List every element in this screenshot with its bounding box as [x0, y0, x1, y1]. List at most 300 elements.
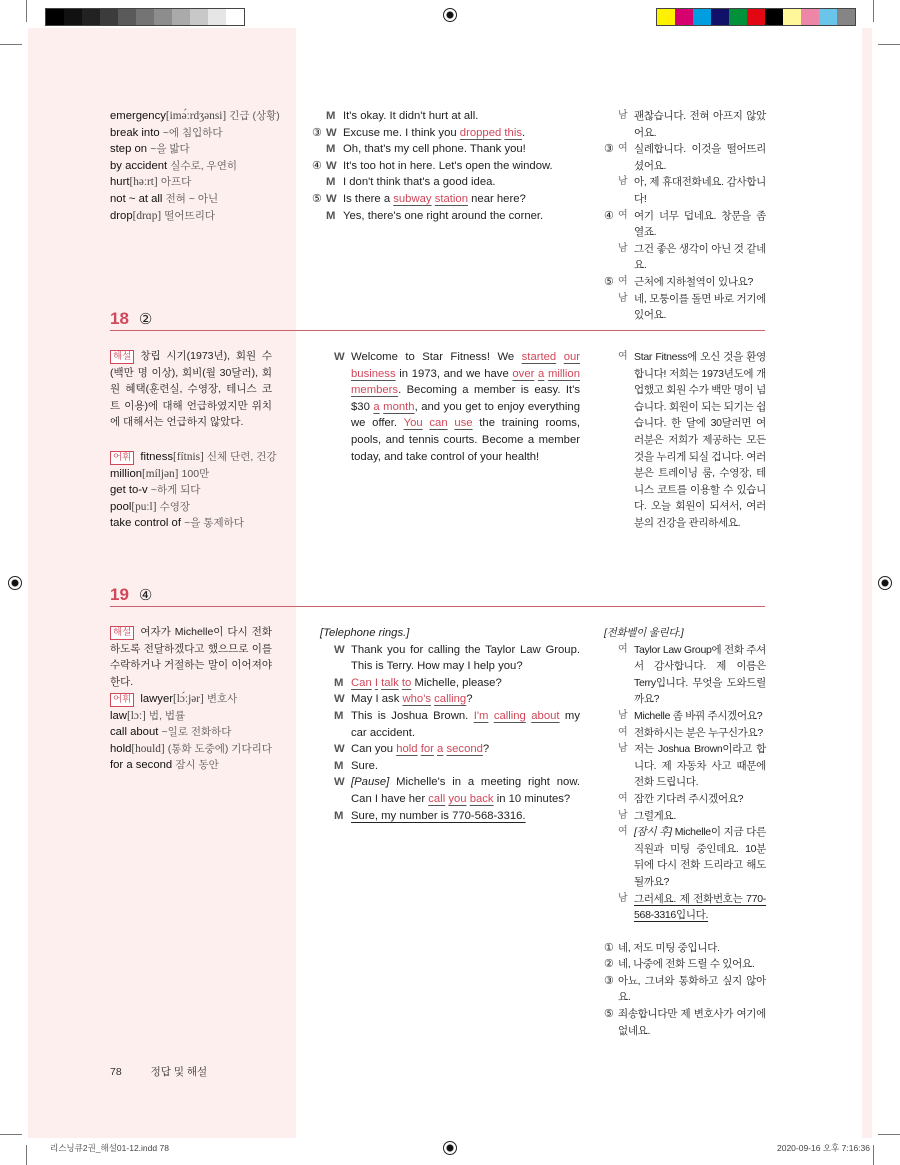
vocab-word: step on — [110, 143, 148, 156]
text-segment: 그럴게요. — [634, 809, 676, 822]
vocab-word: pool — [110, 500, 132, 513]
line-text — [351, 774, 580, 807]
vocab-pronunciation: [hould] — [131, 742, 165, 755]
dialogue-line — [604, 956, 766, 973]
key-phrase: Can — [351, 676, 372, 689]
page-footer — [110, 1064, 207, 1079]
vocab-word: hold — [110, 742, 132, 755]
dialogue-line — [320, 808, 580, 825]
key-phrase: You — [403, 417, 423, 430]
option-number: ⑤ — [312, 192, 322, 205]
speaker-label: 남 — [618, 110, 628, 121]
text-segment: 그러세요. 제 전화번호는 770-568-3316입니다. — [634, 892, 766, 922]
option-number — [320, 808, 334, 825]
text-segment: 아뇨, 그녀와 통화하고 싶지 않아요. — [618, 974, 766, 1004]
text-segment: 근처에 지하철역이 있나요? — [634, 275, 754, 288]
vocab-meaning: 변호사 — [206, 693, 238, 705]
line-text — [351, 642, 580, 675]
speaker-label: 여 — [618, 792, 628, 804]
option-number — [320, 691, 334, 708]
option-number: ① — [604, 941, 614, 954]
speaker-label: M — [326, 176, 336, 189]
vocab-meaning: ~일로 전화하다 — [161, 726, 232, 739]
line-text — [634, 725, 766, 742]
speaker-label: 여 — [618, 209, 628, 221]
speaker-label: 남 — [618, 709, 628, 721]
text-segment — [556, 351, 563, 363]
text-segment: Michelle's in a meeting right now. Can I have her — [351, 776, 580, 805]
option-number — [604, 791, 618, 808]
dialogue-line — [320, 758, 580, 775]
text-segment: in 1973, and we have — [395, 367, 513, 380]
speaker-label: M — [334, 759, 344, 772]
vocab-item — [110, 174, 290, 191]
speaker-label: 남 — [618, 892, 628, 904]
vocab-pronunciation: [lɔː] — [126, 709, 146, 722]
line-text — [634, 824, 766, 890]
vocab-word: break into — [110, 126, 160, 139]
text-segment: Sure, my number is 770-568-3316. — [351, 809, 526, 822]
line-text — [618, 956, 766, 973]
text-segment: my car accident. — [351, 709, 580, 739]
dialogue-line — [312, 141, 580, 158]
script-stage-direction: [Telephone rings.] — [320, 627, 410, 639]
dialogue-line — [604, 274, 766, 291]
key-phrase: over — [512, 367, 535, 380]
translation-lines — [604, 642, 766, 924]
dialogue-line — [604, 141, 766, 174]
vocab-meaning: 100만 — [181, 467, 210, 480]
color-swatch — [208, 9, 226, 25]
speaker-label: M — [334, 676, 344, 689]
vocab-pronunciation: [həːrt] — [129, 176, 158, 189]
dialogue-line — [312, 174, 580, 191]
vocab-item — [110, 708, 290, 725]
question-number: 19 — [110, 585, 129, 604]
key-phrase: who's — [402, 693, 432, 706]
key-phrase: calling — [493, 709, 526, 722]
dialogue-line — [604, 241, 766, 274]
q18-translation — [604, 349, 766, 532]
vocab-item — [110, 208, 290, 225]
vocab-tag: 어휘 — [110, 451, 134, 465]
vocab-tag: 어휘 — [110, 693, 134, 707]
text-segment: Sure. — [351, 759, 379, 772]
q19-header — [110, 585, 765, 607]
dialogue-line — [312, 108, 580, 125]
answer-mark: ④ — [138, 587, 153, 604]
key-phrase: talk — [381, 676, 399, 689]
line-text — [343, 125, 580, 142]
dialogue-line — [312, 125, 580, 142]
text-segment: Oh, that's my cell phone. Thank you! — [343, 143, 526, 156]
text-segment: Excuse me. I think you — [343, 126, 460, 139]
crop-mark — [878, 1134, 900, 1135]
crop-mark — [873, 0, 874, 22]
text-segment: I don't think that's a good idea. — [343, 176, 496, 189]
line-text — [634, 642, 766, 708]
option-number: ④ — [312, 159, 322, 172]
dialogue-line — [320, 691, 580, 708]
vocab-item — [110, 741, 290, 758]
vocab-pronunciation: [drɑp] — [132, 209, 162, 222]
speaker-label: 여 — [618, 143, 628, 155]
speaker-label: 남 — [618, 176, 628, 188]
line-text — [634, 349, 766, 532]
key-phrase: use — [454, 417, 473, 430]
crop-mark — [0, 1134, 22, 1135]
vocab-word: drop — [110, 209, 133, 222]
key-phrase: back — [469, 792, 494, 805]
line-text — [351, 691, 580, 708]
color-swatch — [693, 9, 711, 25]
color-swatch — [837, 9, 855, 25]
dialogue-line — [604, 808, 766, 825]
color-swatch — [118, 9, 136, 25]
q17-translation — [604, 108, 766, 324]
dialogue-line — [604, 1006, 766, 1039]
text-segment: [잠시 후] — [634, 826, 672, 839]
option-number: ③ — [312, 126, 322, 139]
color-swatch — [46, 9, 64, 25]
key-phrase: this — [504, 126, 522, 139]
speaker-label: 여 — [618, 351, 628, 362]
vocab-meaning: 신체 단련, 건강 — [206, 451, 277, 463]
speaker-label: 남 — [618, 743, 628, 755]
vocab-pronunciation: [fítnis] — [173, 451, 204, 463]
line-text — [618, 940, 766, 957]
slug-filename: 리스닝큐2권_해설01-12.indd 78 — [50, 1143, 169, 1153]
option-number — [312, 174, 326, 191]
text-segment: Is there a — [343, 192, 394, 205]
line-text — [351, 708, 580, 741]
vocab-word: take control of — [110, 517, 181, 530]
text-segment: 전화하시는 분은 누구신가요? — [634, 726, 763, 739]
q17-vocab-list — [110, 108, 290, 224]
q18-header — [110, 309, 765, 331]
option-number — [604, 241, 618, 274]
color-swatch — [783, 9, 801, 25]
vocab-meaning: 법, 법률 — [148, 709, 186, 722]
vocab-meaning: 수영장 — [159, 500, 191, 513]
text-segment: . Becoming a member is easy. It's $30 — [351, 384, 580, 413]
option-number: ③ — [604, 143, 614, 156]
vocab-item — [110, 449, 290, 466]
vocab-meaning: 긴급 (상황) — [229, 110, 280, 122]
color-swatch — [82, 9, 100, 25]
speaker-label: M — [326, 143, 336, 156]
option-number — [604, 741, 618, 791]
speaker-label: W — [334, 743, 345, 756]
text-segment: near here? — [468, 192, 526, 205]
color-swatch — [64, 9, 82, 25]
dialogue-line — [604, 973, 766, 1006]
vocab-item — [110, 466, 290, 483]
color-swatch — [154, 9, 172, 25]
line-text — [343, 158, 580, 175]
dialogue-line — [604, 708, 766, 725]
key-phrase: for — [420, 743, 434, 756]
key-phrase: call — [428, 792, 446, 805]
line-text — [351, 808, 580, 825]
text-segment: It's too hot in here. Let's open the window. — [343, 159, 553, 172]
option-number — [604, 725, 618, 742]
option-number — [604, 349, 618, 532]
dialogue-line — [604, 108, 766, 141]
vocab-item — [110, 158, 290, 175]
key-phrase: can — [429, 417, 448, 430]
vocab-word: get to-v — [110, 484, 148, 497]
dialogue-line — [604, 791, 766, 808]
vocab-word: million — [110, 467, 143, 480]
text-segment: in 10 minutes? — [493, 792, 571, 805]
dialogue-line — [312, 158, 580, 175]
option-number — [320, 349, 334, 465]
option-number — [320, 675, 334, 692]
vocab-item — [110, 691, 290, 708]
option-number — [604, 891, 618, 924]
line-text — [351, 758, 580, 775]
line-text — [634, 708, 766, 725]
line-text — [343, 108, 580, 125]
color-swatch — [765, 9, 783, 25]
speaker-label: M — [326, 110, 336, 122]
key-phrase: a — [437, 743, 444, 756]
vocab-meaning: 실수로, 우연히 — [170, 159, 237, 172]
vocab-pronunciation: [míljən] — [142, 467, 179, 480]
text-segment: 네, 저도 미팅 중입니다. — [618, 941, 720, 954]
text-segment: 그건 좋은 생각이 아닌 것 같네요. — [634, 242, 766, 272]
text-segment: Michelle, please? — [411, 676, 502, 689]
vocab-word: hurt — [110, 176, 130, 189]
dialogue-line — [320, 741, 580, 758]
speaker-label: W — [334, 643, 345, 656]
option-number — [604, 808, 618, 825]
option-number: ⑤ — [604, 275, 614, 288]
vocab-pronunciation: [imə́ːrdʒənsi] — [165, 110, 227, 122]
registration-mark-icon — [443, 1141, 457, 1155]
key-phrase: a — [373, 400, 380, 413]
vocab-pronunciation: [lɔ́ːjər] — [173, 693, 204, 705]
vocab-item — [110, 141, 290, 158]
line-text — [634, 274, 766, 291]
script-lines — [320, 642, 580, 825]
q19-explanation — [110, 624, 272, 690]
color-swatch — [172, 9, 190, 25]
line-text — [634, 108, 766, 141]
line-text — [634, 808, 766, 825]
vocab-item — [110, 125, 290, 142]
speaker-label: 여 — [618, 726, 628, 738]
vocab-item — [110, 108, 290, 125]
dialogue-line — [320, 708, 580, 741]
q19-script — [320, 625, 580, 824]
speaker-label: 남 — [618, 242, 628, 254]
vocab-item — [110, 724, 290, 741]
line-text — [351, 675, 580, 692]
key-phrase: calling — [434, 693, 467, 706]
answer-mark: ② — [138, 311, 153, 328]
text-segment: Star Fitness에 오신 것을 환영합니다! 저희는 1973년도에 개업했고 회원 수가 백만 명이 넘습니다. 회원이 되는 되기는 쉽습니다. 한 달에 30달러면 여러분은 저희가 제공하는 모든 것을 누리게 되실 겁니다. 여러분은 트레이닝 룸, 수영장, 테니스 코트를 이용할 수 있습니다. 오늘 회원이 되셔서, 여러분의 건강을 관리하세요. — [634, 351, 766, 529]
dialogue-line — [320, 642, 580, 675]
color-swatch — [711, 9, 729, 25]
option-number — [312, 208, 326, 225]
color-swatch — [729, 9, 747, 25]
text-segment: This is Joshua Brown. — [351, 709, 474, 722]
dialogue-line — [312, 208, 580, 225]
text-segment: the training rooms, pools, and tennis courts. Become a member today, and take control of your health! — [351, 417, 581, 463]
color-swatch — [801, 9, 819, 25]
dialogue-line — [320, 349, 580, 465]
color-calibration-bar — [656, 8, 856, 26]
speaker-label: W — [334, 351, 345, 363]
key-phrase: subway — [393, 192, 432, 205]
q18-script — [320, 349, 580, 465]
vocab-item — [110, 482, 290, 499]
page-number: 78 — [110, 1066, 122, 1078]
speaker-label: W — [326, 126, 337, 139]
key-phrase: hold — [396, 743, 418, 756]
text-segment: 잠깐 기다려 주시겠어요? — [634, 792, 744, 805]
option-number: ③ — [604, 974, 614, 987]
speaker-label: W — [326, 192, 337, 205]
vocab-item — [110, 499, 290, 516]
text-segment: 저는 Joshua Brown이라고 합니다. 제 자동차 사고 때문에 전화 드립니다. — [634, 743, 766, 789]
color-swatch — [226, 9, 244, 25]
color-swatch — [657, 9, 675, 25]
key-phrase: started — [521, 351, 557, 363]
vocab-meaning: ~에 침입하다 — [162, 126, 223, 139]
vocab-word: fitness — [140, 451, 174, 463]
dialogue-line — [604, 725, 766, 742]
option-number — [604, 108, 618, 141]
dialogue-line — [604, 208, 766, 241]
vocab-meaning: 아프다 — [160, 176, 192, 189]
text-segment: 아, 제 휴대전화네요. 감사합니다! — [634, 176, 766, 205]
line-text — [343, 141, 580, 158]
translation-stage-direction: [전화벨이 울린다.] — [604, 627, 684, 639]
dialogue-line — [312, 191, 580, 208]
text-segment: ? — [482, 743, 490, 756]
speaker-label: 여 — [618, 826, 628, 838]
line-text — [634, 241, 766, 274]
vocab-word: lawyer — [140, 693, 174, 705]
line-text — [634, 141, 766, 174]
color-swatch — [747, 9, 765, 25]
key-phrase: dropped — [459, 126, 502, 139]
text-segment: May I ask — [351, 693, 403, 706]
speaker-label: 남 — [618, 292, 628, 304]
option-number: ⑤ — [604, 1008, 614, 1021]
vocab-word: for a second — [110, 759, 173, 772]
text-segment: Yes, there's one right around the corner. — [343, 209, 544, 222]
color-swatch — [100, 9, 118, 25]
vocab-meaning: 전혀 ~ 아닌 — [165, 192, 219, 205]
dialogue-line — [604, 174, 766, 207]
key-phrase: I'm — [473, 709, 489, 722]
speaker-label: 여 — [618, 275, 628, 287]
vocab-item — [110, 515, 290, 532]
speaker-label: W — [326, 159, 337, 172]
dialogue-line — [604, 940, 766, 957]
key-phrase: members — [351, 384, 399, 397]
text-segment: Welcome to Star Fitness! We — [351, 351, 522, 363]
q18-explanation — [110, 348, 272, 431]
color-swatch — [136, 9, 154, 25]
line-text — [634, 791, 766, 808]
key-phrase: second — [446, 743, 483, 756]
question-number: 18 — [110, 309, 129, 328]
vocab-word: law — [110, 709, 127, 722]
crop-mark — [26, 0, 27, 22]
answer-options — [604, 940, 766, 1040]
q18-vocab-list — [110, 449, 290, 532]
dialogue-line — [604, 642, 766, 708]
line-text — [618, 973, 766, 1006]
dialogue-line — [604, 891, 766, 924]
explanation-tag: 해설 — [110, 350, 134, 364]
text-segment: ? — [466, 693, 473, 706]
vocab-word: not ~ at all — [110, 192, 163, 205]
dialogue-line — [604, 741, 766, 791]
text-segment: 괜찮습니다. 전혀 아프지 않았어요. — [634, 110, 766, 139]
option-number — [312, 108, 326, 125]
vocab-pronunciation: [puːl] — [131, 500, 157, 513]
speaker-label: M — [334, 709, 344, 722]
text-segment: , and you get to enjoy everything we offer. — [351, 400, 580, 430]
key-phrase: business — [351, 367, 396, 380]
q19-vocab-list — [110, 691, 290, 774]
text-segment: 네, 모퉁이를 돌면 바로 거기에 있어요. — [634, 292, 766, 322]
slug-timestamp: 2020-09-16 오후 7:16:36 — [777, 1143, 870, 1153]
color-swatch — [675, 9, 693, 25]
q17-script — [312, 108, 580, 224]
text-segment: Thank you for calling the Taylor Law Group. This is Terry. How may I help you? — [351, 643, 580, 673]
speaker-label: M — [326, 209, 336, 222]
option-number — [320, 741, 334, 758]
text-segment: 실례합니다. 이것을 떨어뜨리셨어요. — [634, 143, 766, 172]
key-phrase: our — [563, 351, 581, 363]
vocab-meaning: 잠시 동안 — [175, 759, 219, 772]
key-phrase: million — [547, 367, 580, 380]
key-phrase: month — [383, 400, 415, 413]
key-phrase: about — [531, 709, 560, 722]
vocab-word: emergency — [110, 110, 166, 122]
option-number — [604, 174, 618, 207]
registration-mark-icon — [8, 576, 22, 590]
option-number — [604, 642, 618, 708]
line-text — [634, 741, 766, 791]
key-phrase: to — [401, 676, 412, 689]
speaker-label: W — [334, 693, 345, 706]
text-segment: . — [522, 126, 526, 139]
text-segment: Michelle이 지금 다른 직원과 미팅 중인데요. 10분 뒤에 다시 전화 드리라고 해도 될까요? — [634, 826, 766, 888]
dialogue-line — [320, 675, 580, 692]
color-swatch — [819, 9, 837, 25]
option-number — [312, 141, 326, 158]
line-text — [351, 349, 580, 465]
vocab-item — [110, 757, 290, 774]
option-number — [604, 708, 618, 725]
option-number: ④ — [604, 209, 614, 222]
q19-translation — [604, 625, 766, 1039]
vocab-meaning: ~을 밟다 — [150, 143, 190, 156]
vocab-word: call about — [110, 726, 159, 739]
crop-mark — [26, 1145, 27, 1165]
option-number — [320, 774, 334, 807]
text-segment: [Pause] — [351, 776, 390, 789]
dialogue-line — [604, 349, 766, 532]
